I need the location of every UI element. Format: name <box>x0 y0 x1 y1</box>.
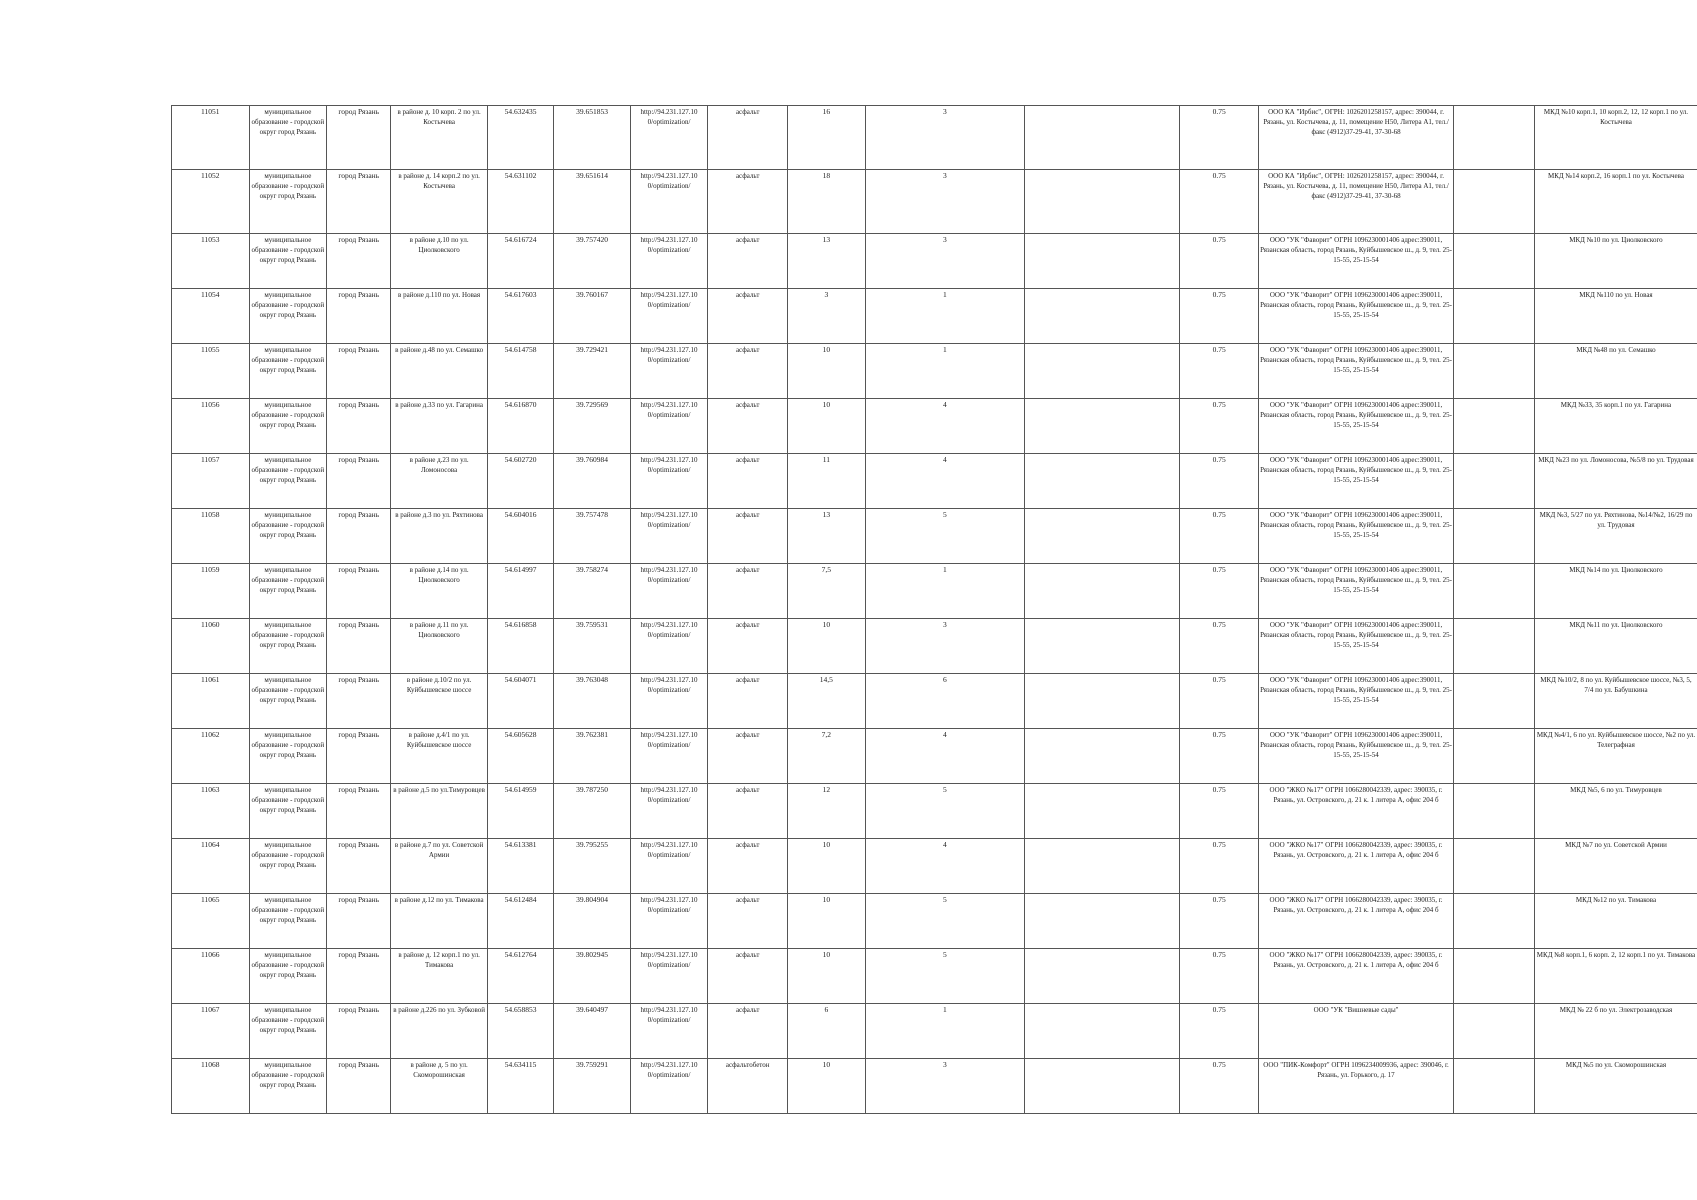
table-row <box>172 344 1697 399</box>
area-cell: 3 <box>788 289 866 344</box>
waste-sources-cell: МКД №14 по ул. Циолковского <box>1534 564 1697 619</box>
municipality-cell: муниципальное образование - городской округ город Рязань <box>249 674 327 729</box>
site-id-cell: 11059 <box>172 564 250 619</box>
surface-cell: асфальт <box>708 170 788 234</box>
empty-cell <box>1454 1059 1535 1114</box>
empty-cell <box>1025 729 1180 784</box>
site-id-cell: 11051 <box>172 106 250 170</box>
empty-cell <box>1454 784 1535 839</box>
settlement-cell: город Рязань <box>327 289 391 344</box>
container-volume-cell: 0.75 <box>1180 106 1259 170</box>
waste-sources-cell: МКД №14 корп.2, 16 корп.1 по ул. Костычева <box>1534 170 1697 234</box>
site-id-cell: 11057 <box>172 454 250 509</box>
empty-cell <box>1454 949 1535 1004</box>
container-count-cell: 4 <box>865 839 1025 894</box>
surface-cell: асфальт <box>708 784 788 839</box>
surface-cell: асфальтобетон <box>708 1059 788 1114</box>
latitude-cell: 54.612764 <box>487 949 553 1004</box>
empty-cell <box>1025 234 1180 289</box>
surface-cell: асфальт <box>708 674 788 729</box>
surface-cell: асфальт <box>708 289 788 344</box>
empty-cell <box>1025 344 1180 399</box>
owner-cell: ООО "УК "Фаворит" ОГРН 1096230001406 адрес:390011, Рязанская область, город Рязань, Куйбышевское ш., д. 9, тел. 25-15-55, 25-15-54 <box>1259 564 1454 619</box>
table-row <box>172 234 1697 289</box>
longitude-cell: 39.760167 <box>554 289 630 344</box>
municipality-cell: муниципальное образование - городской округ город Рязань <box>249 949 327 1004</box>
waste-sources-cell: МКД №33, 35 корп.1 по ул. Гагарина <box>1534 399 1697 454</box>
waste-sources-cell: МКД №110 по ул. Новая <box>1534 289 1697 344</box>
settlement-cell: город Рязань <box>327 454 391 509</box>
owner-cell: ООО "УК "Фаворит" ОГРН 1096230001406 адрес:390011, Рязанская область, город Рязань, Куйбышевское ш., д. 9, тел. 25-15-55, 25-15-54 <box>1259 289 1454 344</box>
area-cell: 12 <box>788 784 866 839</box>
surface-cell: асфальт <box>708 344 788 399</box>
surface-cell: асфальт <box>708 839 788 894</box>
empty-cell <box>1025 399 1180 454</box>
longitude-cell: 39.757478 <box>554 509 630 564</box>
empty-cell <box>1454 399 1535 454</box>
latitude-cell: 54.612484 <box>487 894 553 949</box>
empty-cell <box>1454 509 1535 564</box>
surface-cell: асфальт <box>708 399 788 454</box>
empty-cell <box>1025 509 1180 564</box>
settlement-cell: город Рязань <box>327 234 391 289</box>
latitude-cell: 54.616724 <box>487 234 553 289</box>
table-row <box>172 289 1697 344</box>
empty-cell <box>1025 564 1180 619</box>
container-volume-cell: 0.75 <box>1180 949 1259 1004</box>
empty-cell <box>1025 674 1180 729</box>
location-cell: в районе д. 14 корп.2 по ул. Костычева <box>391 170 487 234</box>
table-row <box>172 674 1697 729</box>
map-link-cell[interactable]: http://94.231.127.10 0/optimization/ <box>630 170 708 234</box>
empty-cell <box>1025 454 1180 509</box>
location-cell: в районе д.5 по ул.Тимуровцев <box>391 784 487 839</box>
longitude-cell: 39.759531 <box>554 619 630 674</box>
waste-sources-cell: МКД №8 корп.1, 6 корп. 2, 12 корп.1 по ул. Тимакова <box>1534 949 1697 1004</box>
municipality-cell: муниципальное образование - городской округ город Рязань <box>249 106 327 170</box>
surface-cell: асфальт <box>708 454 788 509</box>
owner-cell: ООО "УК "Вишневые сады" <box>1259 1004 1454 1059</box>
container-count-cell: 1 <box>865 564 1025 619</box>
empty-cell <box>1025 619 1180 674</box>
longitude-cell: 39.804904 <box>554 894 630 949</box>
empty-cell <box>1454 454 1535 509</box>
surface-cell: асфальт <box>708 106 788 170</box>
location-cell: в районе д.11 по ул. Циолковского <box>391 619 487 674</box>
empty-cell <box>1454 674 1535 729</box>
municipality-cell: муниципальное образование - городской округ город Рязань <box>249 454 327 509</box>
empty-cell <box>1025 106 1180 170</box>
municipality-cell: муниципальное образование - городской округ город Рязань <box>249 344 327 399</box>
owner-cell: ООО "ЖКО №17" ОГРН 1066280042339, адрес: 390035, г. Рязань, ул. Островского, д. 21 к. 1 литера А, офис 204 б <box>1259 949 1454 1004</box>
surface-cell: асфальт <box>708 1004 788 1059</box>
map-link-cell[interactable]: http://94.231.127.10 0/optimization/ <box>630 619 708 674</box>
container-volume-cell: 0.75 <box>1180 289 1259 344</box>
latitude-cell: 54.634115 <box>487 1059 553 1114</box>
settlement-cell: город Рязань <box>327 344 391 399</box>
container-volume-cell: 0.75 <box>1180 729 1259 784</box>
municipality-cell: муниципальное образование - городской округ город Рязань <box>249 729 327 784</box>
container-volume-cell: 0.75 <box>1180 509 1259 564</box>
longitude-cell: 39.802945 <box>554 949 630 1004</box>
empty-cell <box>1025 784 1180 839</box>
owner-cell: ООО "УК "Фаворит" ОГРН 1096230001406 адрес:390011, Рязанская область, город Рязань, Куйбышевское ш., д. 9, тел. 25-15-55, 25-15-54 <box>1259 509 1454 564</box>
map-link-cell[interactable]: http://94.231.127.10 0/optimization/ <box>630 674 708 729</box>
container-volume-cell: 0.75 <box>1180 839 1259 894</box>
location-cell: в районе д.33 по ул. Гагарина <box>391 399 487 454</box>
container-volume-cell: 0.75 <box>1180 1059 1259 1114</box>
waste-sources-cell: МКД №10/2, 8 по ул. Куйбышевское шоссе, №3, 5, 7/4 по ул. Бабушкина <box>1534 674 1697 729</box>
location-cell: в районе д.14 по ул. Циолковского <box>391 564 487 619</box>
longitude-cell: 39.787250 <box>554 784 630 839</box>
site-id-cell: 11060 <box>172 619 250 674</box>
empty-cell <box>1454 894 1535 949</box>
container-count-cell: 3 <box>865 1059 1025 1114</box>
container-volume-cell: 0.75 <box>1180 1004 1259 1059</box>
settlement-cell: город Рязань <box>327 106 391 170</box>
map-link-cell[interactable]: http://94.231.127.10 0/optimization/ <box>630 454 708 509</box>
waste-sources-cell: МКД №23 по ул. Ломоносова, №5/8 по ул. Трудовая <box>1534 454 1697 509</box>
location-cell: в районе д.110 по ул. Новая <box>391 289 487 344</box>
latitude-cell: 54.604016 <box>487 509 553 564</box>
container-volume-cell: 0.75 <box>1180 674 1259 729</box>
table-row <box>172 729 1697 784</box>
municipality-cell: муниципальное образование - городской округ город Рязань <box>249 564 327 619</box>
longitude-cell: 39.763048 <box>554 674 630 729</box>
location-cell: в районе д.12 по ул. Тимакова <box>391 894 487 949</box>
municipality-cell: муниципальное образование - городской округ город Рязань <box>249 509 327 564</box>
empty-cell <box>1025 289 1180 344</box>
container-count-cell: 4 <box>865 399 1025 454</box>
container-count-cell: 5 <box>865 894 1025 949</box>
location-cell: в районе д.226 по ул. Зубковой <box>391 1004 487 1059</box>
waste-sources-cell: МКД №12 по ул. Тимакова <box>1534 894 1697 949</box>
longitude-cell: 39.795255 <box>554 839 630 894</box>
container-count-cell: 5 <box>865 949 1025 1004</box>
area-cell: 18 <box>788 170 866 234</box>
container-volume-cell: 0.75 <box>1180 619 1259 674</box>
empty-cell <box>1025 839 1180 894</box>
surface-cell: асфальт <box>708 894 788 949</box>
area-cell: 10 <box>788 399 866 454</box>
owner-cell: ООО "УК "Фаворит" ОГРН 1096230001406 адрес:390011, Рязанская область, город Рязань, Куйбышевское ш., д. 9, тел. 25-15-55, 25-15-54 <box>1259 344 1454 399</box>
longitude-cell: 39.760984 <box>554 454 630 509</box>
site-id-cell: 11054 <box>172 289 250 344</box>
settlement-cell: город Рязань <box>327 619 391 674</box>
location-cell: в районе д. 12 корп.1 по ул. Тимакова <box>391 949 487 1004</box>
waste-sources-cell: МКД №11 по ул. Циолковского <box>1534 619 1697 674</box>
location-cell: в районе д. 5 по ул. Скоморошинская <box>391 1059 487 1114</box>
table-row <box>172 894 1697 949</box>
longitude-cell: 39.640497 <box>554 1004 630 1059</box>
municipality-cell: муниципальное образование - городской округ город Рязань <box>249 619 327 674</box>
container-volume-cell: 0.75 <box>1180 784 1259 839</box>
latitude-cell: 54.632435 <box>487 106 553 170</box>
longitude-cell: 39.729569 <box>554 399 630 454</box>
area-cell: 10 <box>788 1059 866 1114</box>
latitude-cell: 54.617603 <box>487 289 553 344</box>
location-cell: в районе д. 10 корп. 2 по ул. Костычева <box>391 106 487 170</box>
site-id-cell: 11068 <box>172 1059 250 1114</box>
latitude-cell: 54.614997 <box>487 564 553 619</box>
latitude-cell: 54.614758 <box>487 344 553 399</box>
table-row <box>172 106 1697 170</box>
area-cell: 10 <box>788 894 866 949</box>
settlement-cell: город Рязань <box>327 564 391 619</box>
container-volume-cell: 0.75 <box>1180 344 1259 399</box>
empty-cell <box>1454 1004 1535 1059</box>
map-link-cell[interactable]: http://94.231.127.10 0/optimization/ <box>630 729 708 784</box>
empty-cell <box>1454 564 1535 619</box>
table-row <box>172 839 1697 894</box>
table-row <box>172 399 1697 454</box>
owner-cell: ООО "ЖКО №17" ОГРН 1066280042339, адрес: 390035, г. Рязань, ул. Островского, д. 21 к. 1 литера А, офис 204 б <box>1259 894 1454 949</box>
map-link-cell[interactable]: http://94.231.127.10 0/optimization/ <box>630 344 708 399</box>
settlement-cell: город Рязань <box>327 894 391 949</box>
table-row <box>172 784 1697 839</box>
map-link-cell[interactable]: http://94.231.127.10 0/optimization/ <box>630 289 708 344</box>
site-id-cell: 11052 <box>172 170 250 234</box>
surface-cell: асфальт <box>708 564 788 619</box>
empty-cell <box>1454 170 1535 234</box>
site-id-cell: 11062 <box>172 729 250 784</box>
longitude-cell: 39.758274 <box>554 564 630 619</box>
owner-cell: ООО КА "Ирбис", ОГРН: 1026201258157, адрес: 390044, г. Рязань, ул. Костычева, д. 11, помещение Н50, Литера А1, тел./факс (4912)37-29-41, 37-30-68 <box>1259 170 1454 234</box>
owner-cell: ООО КА "Ирбис", ОГРН: 1026201258157, адрес: 390044, г. Рязань, ул. Костычева, д. 11, помещение Н50, Литера А1, тел./факс (4912)37-29-41, 37-30-68 <box>1259 106 1454 170</box>
map-link-cell[interactable]: http://94.231.127.10 0/optimization/ <box>630 509 708 564</box>
municipality-cell: муниципальное образование - городской округ город Рязань <box>249 289 327 344</box>
owner-cell: ООО "ПИК-Комфорт" ОГРН 1096234009936, адрес: 390046, г. Рязань, ул. Горького, д. 17 <box>1259 1059 1454 1114</box>
latitude-cell: 54.614959 <box>487 784 553 839</box>
container-count-cell: 3 <box>865 619 1025 674</box>
municipality-cell: муниципальное образование - городской округ город Рязань <box>249 399 327 454</box>
area-cell: 10 <box>788 949 866 1004</box>
latitude-cell: 54.631102 <box>487 170 553 234</box>
surface-cell: асфальт <box>708 619 788 674</box>
municipality-cell: муниципальное образование - городской округ город Рязань <box>249 170 327 234</box>
longitude-cell: 39.762381 <box>554 729 630 784</box>
owner-cell: ООО "УК "Фаворит" ОГРН 1096230001406 адрес:390011, Рязанская область, город Рязань, Куйбышевское ш., д. 9, тел. 25-15-55, 25-15-54 <box>1259 454 1454 509</box>
settlement-cell: город Рязань <box>327 949 391 1004</box>
latitude-cell: 54.613381 <box>487 839 553 894</box>
waste-sources-cell: МКД №48 по ул. Семашко <box>1534 344 1697 399</box>
latitude-cell: 54.616870 <box>487 399 553 454</box>
area-cell: 14,5 <box>788 674 866 729</box>
site-id-cell: 11056 <box>172 399 250 454</box>
municipality-cell: муниципальное образование - городской округ город Рязань <box>249 784 327 839</box>
table-row <box>172 170 1697 234</box>
site-id-cell: 11067 <box>172 1004 250 1059</box>
site-id-cell: 11064 <box>172 839 250 894</box>
settlement-cell: город Рязань <box>327 784 391 839</box>
settlement-cell: город Рязань <box>327 1059 391 1114</box>
empty-cell <box>1025 170 1180 234</box>
container-count-cell: 3 <box>865 170 1025 234</box>
empty-cell <box>1454 234 1535 289</box>
container-count-cell: 6 <box>865 674 1025 729</box>
settlement-cell: город Рязань <box>327 509 391 564</box>
owner-cell: ООО "УК "Фаворит" ОГРН 1096230001406 адрес:390011, Рязанская область, город Рязань, Куйбышевское ш., д. 9, тел. 25-15-55, 25-15-54 <box>1259 729 1454 784</box>
owner-cell: ООО "УК "Фаворит" ОГРН 1096230001406 адрес:390011, Рязанская область, город Рязань, Куйбышевское ш., д. 9, тел. 25-15-55, 25-15-54 <box>1259 234 1454 289</box>
waste-sources-cell: МКД №4/1, 6 по ул. Куйбышевское шоссе, №2 по ул. Телеграфная <box>1534 729 1697 784</box>
empty-cell <box>1025 894 1180 949</box>
table-row <box>172 949 1697 1004</box>
table-row <box>172 1059 1697 1114</box>
longitude-cell: 39.651853 <box>554 106 630 170</box>
latitude-cell: 54.616858 <box>487 619 553 674</box>
location-cell: в районе д.10/2 по ул. Куйбышевское шоссе <box>391 674 487 729</box>
location-cell: в районе д.10 по ул. Циолковского <box>391 234 487 289</box>
owner-cell: ООО "УК "Фаворит" ОГРН 1096230001406 адрес:390011, Рязанская область, город Рязань, Куйбышевское ш., д. 9, тел. 25-15-55, 25-15-54 <box>1259 619 1454 674</box>
latitude-cell: 54.658853 <box>487 1004 553 1059</box>
table-row <box>172 1004 1697 1059</box>
waste-sources-cell: МКД №10 по ул. Циолковского <box>1534 234 1697 289</box>
table-body <box>172 106 1697 1114</box>
table-row <box>172 509 1697 564</box>
municipality-cell: муниципальное образование - городской округ город Рязань <box>249 839 327 894</box>
map-link-cell[interactable]: http://94.231.127.10 0/optimization/ <box>630 839 708 894</box>
area-cell: 13 <box>788 509 866 564</box>
waste-sources-cell: МКД №3, 5/27 по ул. Ряхтинова, №14/№2, 16/29 по ул. Трудовая <box>1534 509 1697 564</box>
container-volume-cell: 0.75 <box>1180 454 1259 509</box>
container-count-cell: 5 <box>865 784 1025 839</box>
map-link-cell[interactable]: http://94.231.127.10 0/optimization/ <box>630 564 708 619</box>
map-link-cell[interactable]: http://94.231.127.10 0/optimization/ <box>630 1004 708 1059</box>
site-id-cell: 11063 <box>172 784 250 839</box>
latitude-cell: 54.604071 <box>487 674 553 729</box>
area-cell: 10 <box>788 839 866 894</box>
settlement-cell: город Рязань <box>327 399 391 454</box>
site-id-cell: 11065 <box>172 894 250 949</box>
container-volume-cell: 0.75 <box>1180 234 1259 289</box>
latitude-cell: 54.602720 <box>487 454 553 509</box>
settlement-cell: город Рязань <box>327 170 391 234</box>
municipality-cell: муниципальное образование - городской округ город Рязань <box>249 1004 327 1059</box>
area-cell: 11 <box>788 454 866 509</box>
container-volume-cell: 0.75 <box>1180 894 1259 949</box>
empty-cell <box>1454 289 1535 344</box>
owner-cell: ООО "ЖКО №17" ОГРН 1066280042339, адрес: 390035, г. Рязань, ул. Островского, д. 21 к. 1 литера А, офис 204 б <box>1259 784 1454 839</box>
empty-cell <box>1025 1059 1180 1114</box>
area-cell: 6 <box>788 1004 866 1059</box>
surface-cell: асфальт <box>708 509 788 564</box>
map-link-cell[interactable]: http://94.231.127.10 0/optimization/ <box>630 949 708 1004</box>
owner-cell: ООО "УК "Фаворит" ОГРН 1096230001406 адрес:390011, Рязанская область, город Рязань, Куйбышевское ш., д. 9, тел. 25-15-55, 25-15-54 <box>1259 674 1454 729</box>
map-link-cell[interactable]: http://94.231.127.10 0/optimization/ <box>630 784 708 839</box>
area-cell: 10 <box>788 344 866 399</box>
longitude-cell: 39.759291 <box>554 1059 630 1114</box>
map-link-cell[interactable]: http://94.231.127.10 0/optimization/ <box>630 106 708 170</box>
site-id-cell: 11055 <box>172 344 250 399</box>
location-cell: в районе д.7 по ул. Советской Армии <box>391 839 487 894</box>
container-volume-cell: 0.75 <box>1180 399 1259 454</box>
container-count-cell: 1 <box>865 1004 1025 1059</box>
area-cell: 13 <box>788 234 866 289</box>
map-link-cell[interactable]: http://94.231.127.10 0/optimization/ <box>630 1059 708 1114</box>
settlement-cell: город Рязань <box>327 1004 391 1059</box>
container-count-cell: 3 <box>865 234 1025 289</box>
empty-cell <box>1454 729 1535 784</box>
container-count-cell: 5 <box>865 509 1025 564</box>
area-cell: 7,5 <box>788 564 866 619</box>
table-row <box>172 619 1697 674</box>
settlement-cell: город Рязань <box>327 674 391 729</box>
empty-cell <box>1025 949 1180 1004</box>
owner-cell: ООО "ЖКО №17" ОГРН 1066280042339, адрес: 390035, г. Рязань, ул. Островского, д. 21 к. 1 литера А, офис 204 б <box>1259 839 1454 894</box>
longitude-cell: 39.757420 <box>554 234 630 289</box>
container-count-cell: 4 <box>865 454 1025 509</box>
location-cell: в районе д.23 по ул. Ломоносова <box>391 454 487 509</box>
municipality-cell: муниципальное образование - городской округ город Рязань <box>249 1059 327 1114</box>
longitude-cell: 39.651614 <box>554 170 630 234</box>
waste-sources-cell: МКД №5, 6 по ул. Тимуровцев <box>1534 784 1697 839</box>
latitude-cell: 54.605628 <box>487 729 553 784</box>
container-volume-cell: 0.75 <box>1180 170 1259 234</box>
surface-cell: асфальт <box>708 234 788 289</box>
empty-cell <box>1025 1004 1180 1059</box>
empty-cell <box>1454 839 1535 894</box>
settlement-cell: город Рязань <box>327 729 391 784</box>
area-cell: 7,2 <box>788 729 866 784</box>
site-id-cell: 11053 <box>172 234 250 289</box>
container-count-cell: 1 <box>865 289 1025 344</box>
map-link-cell[interactable]: http://94.231.127.10 0/optimization/ <box>630 399 708 454</box>
longitude-cell: 39.729421 <box>554 344 630 399</box>
map-link-cell[interactable]: http://94.231.127.10 0/optimization/ <box>630 234 708 289</box>
site-id-cell: 11066 <box>172 949 250 1004</box>
site-id-cell: 11061 <box>172 674 250 729</box>
settlement-cell: город Рязань <box>327 839 391 894</box>
waste-sources-cell: МКД №7 по ул. Советской Армии <box>1534 839 1697 894</box>
empty-cell <box>1454 344 1535 399</box>
waste-sources-cell: МКД №5 по ул. Скоморошинская <box>1534 1059 1697 1114</box>
surface-cell: асфальт <box>708 729 788 784</box>
waste-sources-cell: МКД № 22 б по ул. Электрозаводская <box>1534 1004 1697 1059</box>
table-row <box>172 454 1697 509</box>
container-count-cell: 3 <box>865 106 1025 170</box>
waste-sources-cell: МКД №10 корп.1, 10 корп.2, 12, 12 корп.1 по ул. Костычева <box>1534 106 1697 170</box>
municipality-cell: муниципальное образование - городской округ город Рязань <box>249 894 327 949</box>
table-row <box>172 564 1697 619</box>
site-id-cell: 11058 <box>172 509 250 564</box>
container-count-cell: 1 <box>865 344 1025 399</box>
container-volume-cell: 0.75 <box>1180 564 1259 619</box>
area-cell: 10 <box>788 619 866 674</box>
location-cell: в районе д.3 по ул. Ряхтинова <box>391 509 487 564</box>
container-sites-table <box>171 105 1697 1114</box>
map-link-cell[interactable]: http://94.231.127.10 0/optimization/ <box>630 894 708 949</box>
municipality-cell: муниципальное образование - городской округ город Рязань <box>249 234 327 289</box>
empty-cell <box>1454 619 1535 674</box>
container-count-cell: 4 <box>865 729 1025 784</box>
location-cell: в районе д.48 по ул. Семашко <box>391 344 487 399</box>
area-cell: 16 <box>788 106 866 170</box>
owner-cell: ООО "УК "Фаворит" ОГРН 1096230001406 адрес:390011, Рязанская область, город Рязань, Куйбышевское ш., д. 9, тел. 25-15-55, 25-15-54 <box>1259 399 1454 454</box>
location-cell: в районе д.4/1 по ул. Куйбышевское шоссе <box>391 729 487 784</box>
surface-cell: асфальт <box>708 949 788 1004</box>
empty-cell <box>1454 106 1535 170</box>
